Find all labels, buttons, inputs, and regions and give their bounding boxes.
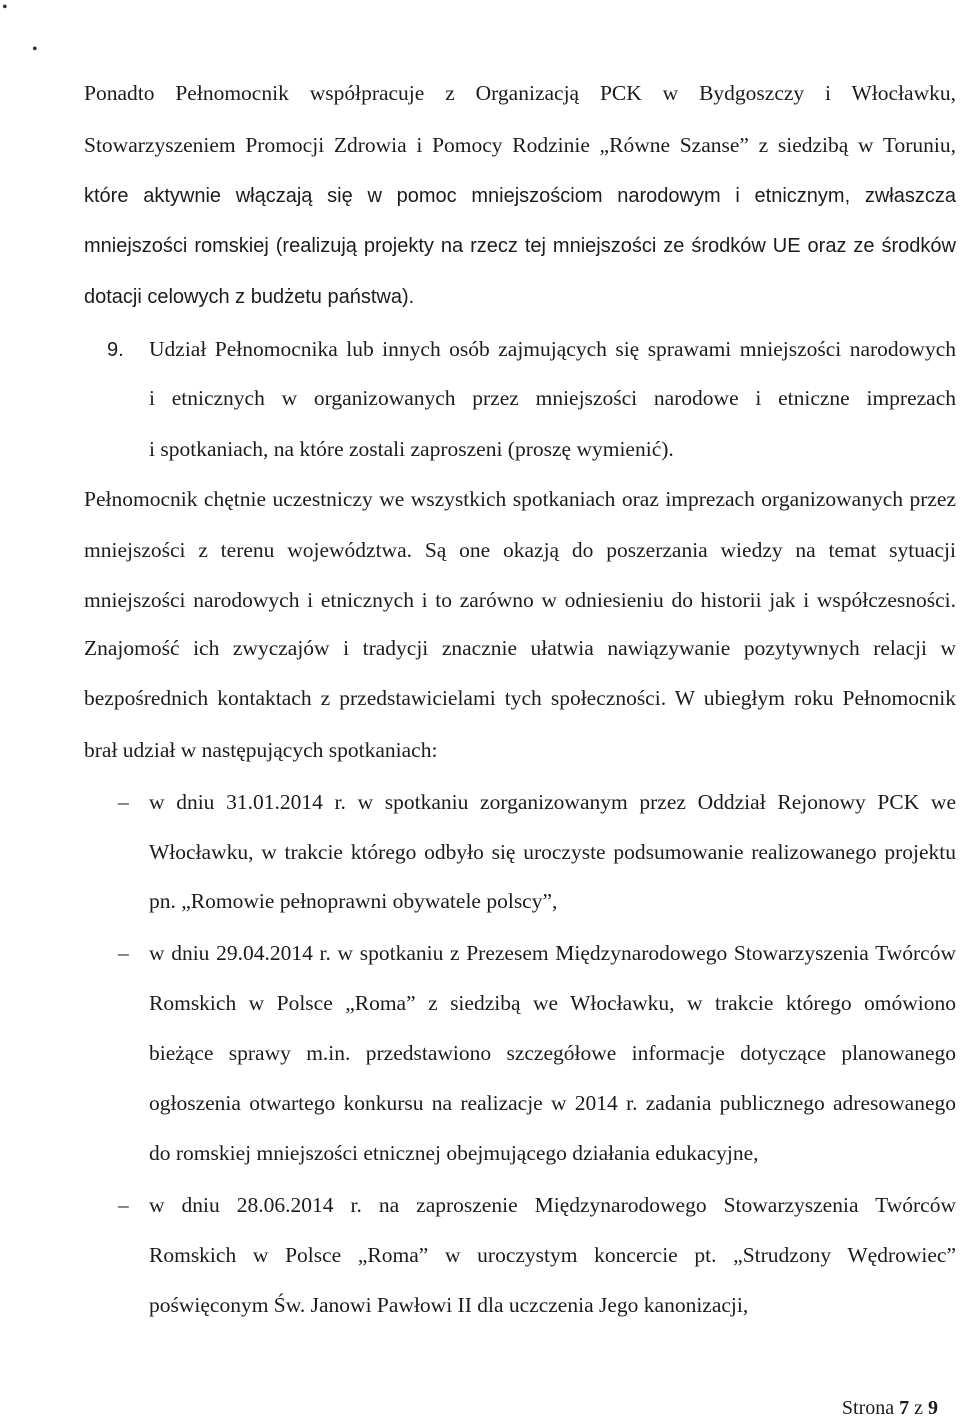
list-item-line: bieżące sprawy m.in. przedstawiono szczegółowe informacje dotyczące planowanego	[149, 1041, 956, 1065]
scan-mark-bullet: •	[32, 41, 38, 58]
list-item-line: Romskich w Polsce „Roma” w uroczystym koncercie pt. „Strudzony Wędrowiec”	[149, 1243, 956, 1267]
answer-line: mniejszości narodowych i etnicznych i to zarówno w odniesieniu do historii jak i współczesności.	[84, 588, 956, 612]
page-number	[842, 1397, 938, 1419]
list-item-line: Romskich w Polsce „Roma” z siedzibą we Włocławku, w trakcie którego omówiono	[149, 991, 956, 1015]
answer-line: bezpośrednich kontaktach z przedstawicielami tych społeczności. W ubiegłym roku Pełnomocnik	[84, 686, 956, 710]
list-item-line: pn. „Romowie pełnoprawni obywatele polscy”,	[149, 889, 558, 913]
intro-line: mniejszości romskiej (realizują projekty na rzecz tej mniejszości ze środków UE oraz ze środków	[84, 235, 956, 257]
page-number-current: 7	[899, 1397, 910, 1419]
intro-line: Ponadto Pełnomocnik współpracuje z Organizacją PCK w Bydgoszczy i Włocławku,	[84, 81, 956, 105]
list-item-line: do romskiej mniejszości etnicznej obejmującego działania edukacyjne,	[149, 1141, 759, 1165]
answer-line: brał udział w następujących spotkaniach:	[84, 738, 438, 762]
intro-line: Stowarzyszeniem Promocji Zdrowia i Pomocy Rodzinie „Równe Szanse” z siedzibą w Toruniu,	[84, 133, 956, 157]
list-item-line: w dniu 28.06.2014 r. na zaproszenie Międzynarodowego Stowarzyszenia Twórców	[149, 1193, 956, 1217]
question-number: 9.	[107, 339, 124, 361]
intro-line: które aktywnie włączają się w pomoc mniejszościom narodowym i etnicznym, zwłaszcza	[84, 185, 956, 207]
list-dash: –	[118, 790, 129, 814]
question-line: Udział Pełnomocnika lub innych osób zajmujących się sprawami mniejszości narodowych	[149, 337, 956, 361]
question-line: i etnicznych w organizowanych przez mniejszości narodowe i etniczne imprezach	[149, 386, 956, 410]
scan-mark-top-left: •	[2, 0, 8, 16]
answer-line: mniejszości z terenu województwa. Są one okazją do poszerzania wiedzy na temat sytuacji	[84, 538, 956, 562]
list-item-line: poświęconym Św. Janowi Pawłowi II dla uczczenia Jego kanonizacji,	[149, 1293, 749, 1317]
list-item-line: Włocławku, w trakcie którego odbyło się uroczyste podsumowanie realizowanego projektu	[149, 840, 956, 864]
page-number-prefix: Strona	[841, 1397, 895, 1419]
list-item-line: w dniu 31.01.2014 r. w spotkaniu zorganizowanym przez Oddział Rejonowy PCK we	[149, 790, 956, 814]
answer-line: Pełnomocnik chętnie uczestniczy we wszystkich spotkaniach oraz imprezach organizowanych przez	[84, 487, 956, 511]
list-dash: –	[118, 941, 129, 965]
answer-line: Znajomość ich zwyczajów i tradycji znacznie ułatwia nawiązywanie pozytywnych relacji w	[84, 636, 956, 660]
page-number-total: 9	[928, 1397, 938, 1419]
list-item-line: w dniu 29.04.2014 r. w spotkaniu z Prezesem Międzynarodowego Stowarzyszenia Twórców	[149, 941, 956, 965]
list-item-line: ogłoszenia otwartego konkursu na realizacje w 2014 r. zadania publicznego adresowanego	[149, 1091, 956, 1115]
intro-line: dotacji celowych z budżetu państwa).	[84, 286, 415, 308]
page-number-separator: z	[914, 1397, 923, 1419]
list-dash: –	[118, 1193, 129, 1217]
question-line: i spotkaniach, na które zostali zaproszeni (proszę wymienić).	[149, 437, 674, 461]
